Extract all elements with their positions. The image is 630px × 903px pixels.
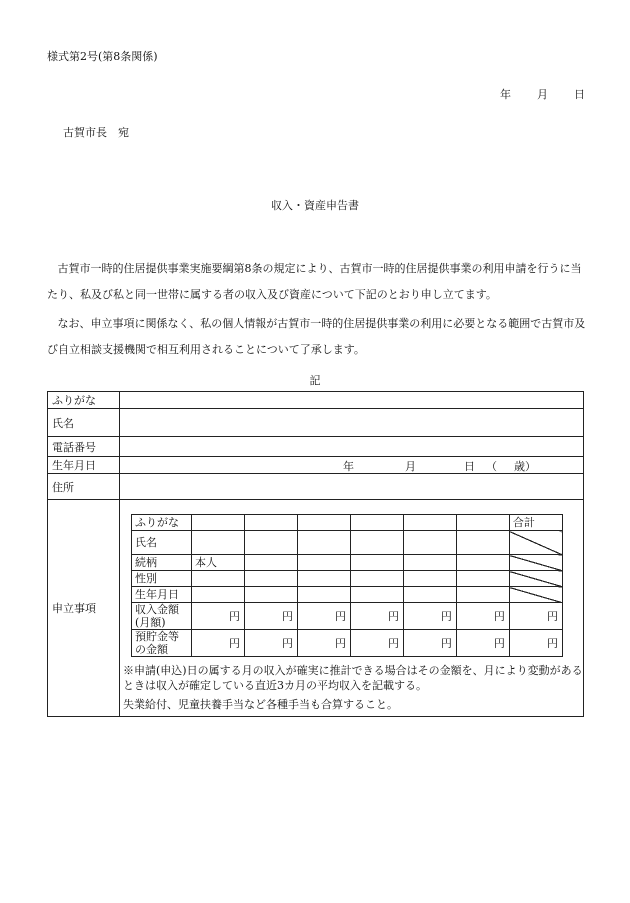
cell[interactable] (403, 515, 456, 531)
paragraph-declaration (47, 256, 587, 308)
birth-year-label: 年 (343, 460, 354, 473)
row-phone (48, 437, 584, 457)
phone-label: 電話番号 (48, 437, 120, 457)
paragraph-consent-text: なお、申立事項に関係なく、私の個人情報が古賀市一時的住居提供事業の利用に必要となる範囲で古賀市及び自立相談支援機関で相互利用されることについて了承します。 (47, 317, 586, 356)
inner-row-birthdate (132, 587, 563, 603)
allowance-note: 失業給付、児童扶養手当など各種手当も合算すること。 (123, 698, 398, 711)
income-label-line1: 収入金額 (135, 603, 179, 616)
cell[interactable] (297, 587, 350, 603)
row-name (48, 409, 584, 437)
total-diagonal-cell (509, 571, 562, 587)
name-field[interactable] (120, 409, 584, 437)
inner-row-savings (132, 630, 563, 657)
cell[interactable] (350, 587, 403, 603)
household-table (131, 514, 563, 657)
savings-label (132, 630, 192, 657)
cell[interactable] (192, 515, 245, 531)
inner-row-income (132, 603, 563, 630)
cell[interactable] (244, 571, 297, 587)
savings-yen-cell[interactable]: 円 (403, 630, 456, 657)
cell[interactable] (192, 587, 245, 603)
savings-yen-cell[interactable]: 円 (456, 630, 509, 657)
income-yen-cell[interactable]: 円 (297, 603, 350, 630)
income-yen-cell[interactable]: 円 (244, 603, 297, 630)
furigana-label: ふりがな (48, 392, 120, 409)
row-birthdate (48, 457, 584, 474)
cell[interactable] (456, 515, 509, 531)
row-declaration (48, 500, 584, 717)
age-label: 歳） (514, 460, 536, 473)
cell[interactable] (456, 531, 509, 555)
cell[interactable] (456, 571, 509, 587)
relationship-self: 本人 (192, 555, 245, 571)
age-open-paren: （ (486, 460, 497, 473)
cell[interactable] (244, 555, 297, 571)
income-yen-cell[interactable]: 円 (192, 603, 245, 630)
date-day-label: 日 (574, 88, 585, 101)
row-address (48, 474, 584, 500)
total-header: 合計 (509, 515, 562, 531)
declaration-cell (120, 500, 584, 717)
paragraph-declaration-text: 古賀市一時的住居提供事業実施要綱第8条の規定により、古賀市一時的住居提供事業の利用申請を行うに当たり、私及び私と同一世帯に属する者の収入及び資産について下記のとおり申し立てます。 (47, 262, 582, 301)
savings-yen-cell[interactable]: 円 (244, 630, 297, 657)
income-yen-cell[interactable]: 円 (456, 603, 509, 630)
cell[interactable] (403, 555, 456, 571)
savings-yen-cell[interactable]: 円 (350, 630, 403, 657)
income-label (132, 603, 192, 630)
gender-label: 性別 (132, 571, 192, 587)
cell[interactable] (350, 531, 403, 555)
savings-label-line1: 預貯金等 (135, 630, 179, 643)
inner-row-gender (132, 571, 563, 587)
cell[interactable] (244, 515, 297, 531)
birth-month-label: 月 (405, 460, 416, 473)
date-line (500, 86, 585, 102)
total-diagonal-cell (509, 555, 562, 571)
addressee: 古賀市長 宛 (63, 126, 129, 139)
cell[interactable] (350, 555, 403, 571)
cell[interactable] (350, 571, 403, 587)
cell[interactable] (192, 531, 245, 555)
cell[interactable] (244, 587, 297, 603)
income-total-yen-cell[interactable]: 円 (509, 603, 562, 630)
document-title: 収入・資産申告書 (271, 199, 359, 212)
declaration-label: 申立事項 (48, 500, 120, 717)
savings-total-yen-cell[interactable]: 円 (509, 630, 562, 657)
savings-yen-cell[interactable]: 円 (192, 630, 245, 657)
cell[interactable] (297, 531, 350, 555)
savings-yen-cell[interactable]: 円 (297, 630, 350, 657)
cell[interactable] (403, 587, 456, 603)
date-year-label: 年 (500, 88, 511, 101)
furigana-field[interactable] (120, 392, 584, 409)
cell[interactable] (297, 571, 350, 587)
cell[interactable] (297, 515, 350, 531)
address-field[interactable] (120, 474, 584, 500)
birth-day-label: 日 (464, 460, 475, 473)
savings-label-line2: の金額 (135, 643, 168, 656)
cell[interactable] (297, 555, 350, 571)
total-diagonal-cell (509, 531, 562, 555)
income-yen-cell[interactable]: 円 (350, 603, 403, 630)
relationship-label: 続柄 (132, 555, 192, 571)
income-note: ※申請(申込)日の属する月の収入が確実に推計できる場合はその金額を、月により変動があるときは収入が確定している直近3カ月の平均収入を記載する。 (123, 664, 583, 692)
cell[interactable] (403, 571, 456, 587)
inner-furigana-label: ふりがな (132, 515, 192, 531)
phone-field[interactable] (120, 437, 584, 457)
birthdate-label: 生年月日 (48, 457, 120, 474)
cell[interactable] (456, 555, 509, 571)
applicant-table (47, 391, 584, 717)
row-furigana (48, 392, 584, 409)
income-label-line2: (月額) (135, 616, 166, 629)
name-label: 氏名 (48, 409, 120, 437)
inner-row-furigana (132, 515, 563, 531)
birthdate-field[interactable] (120, 457, 584, 474)
income-yen-cell[interactable]: 円 (403, 603, 456, 630)
date-month-label: 月 (537, 88, 548, 101)
total-diagonal-cell (509, 587, 562, 603)
cell[interactable] (350, 515, 403, 531)
cell[interactable] (244, 531, 297, 555)
ki-heading: 記 (309, 374, 321, 387)
cell[interactable] (403, 531, 456, 555)
inner-row-relationship (132, 555, 563, 571)
inner-row-name (132, 531, 563, 555)
cell[interactable] (456, 587, 509, 603)
address-label: 住所 (48, 474, 120, 500)
cell[interactable] (192, 571, 245, 587)
paragraph-consent (47, 311, 587, 363)
inner-name-label: 氏名 (132, 531, 192, 555)
form-number: 様式第2号(第8条関係) (47, 50, 158, 63)
inner-birthdate-label: 生年月日 (132, 587, 192, 603)
